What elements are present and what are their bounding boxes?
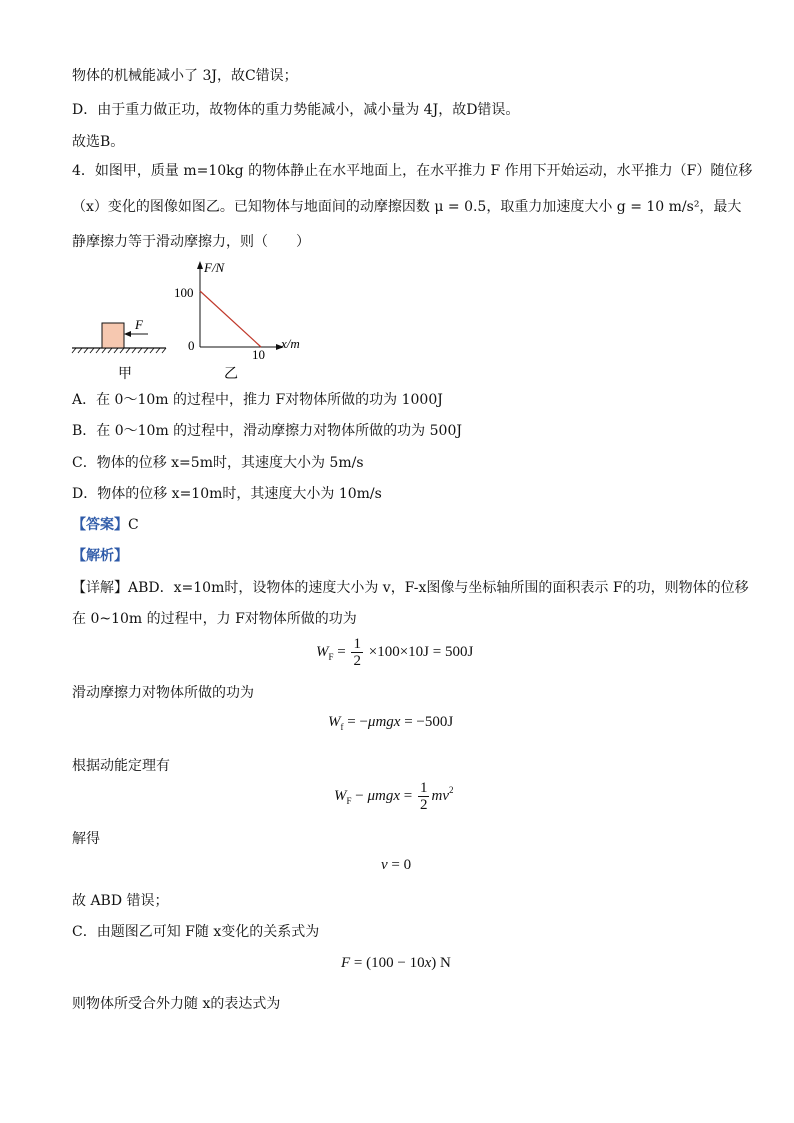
origin-label: 0 — [188, 338, 195, 353]
x-axis-label: x/m — [281, 336, 300, 351]
caption-jia: 甲 — [118, 366, 132, 382]
c-text: C．由题图乙可知 F随 x变化的关系式为 — [72, 924, 320, 940]
question-figure — [66, 258, 326, 386]
question-4-line-3: 静摩擦力等于滑动摩擦力，则（ ） — [72, 234, 310, 250]
question-4-line-2: （x）变化的图像如图乙。已知物体与地面间的动摩擦因数 μ = 0.5，取重力加速度大小 g = 10 m/s²，最大 — [72, 199, 742, 215]
y-tick-100: 100 — [174, 285, 194, 300]
block — [102, 323, 124, 348]
equation-work-f: $W_F$ = $\frac{1}{2}$ ×100×10J = 500J — [316, 636, 474, 669]
last-text: 则物体所受合外力随 x的表达式为 — [72, 996, 281, 1012]
equation-kinetic-energy: $W_F - \mu mgx$ = $\frac{1}{2}$ $mv^2$ — [334, 780, 454, 813]
option-b: B．在 0～10m 的过程中，滑动摩擦力对物体所做的功为 500J — [72, 423, 462, 439]
detail-tag: 【详解】 — [72, 580, 128, 596]
answer-tag: 【答案】 — [72, 517, 128, 533]
option-a: A．在 0～10m 的过程中，推力 F对物体所做的功为 1000J — [72, 392, 443, 408]
force-label: F — [135, 317, 143, 332]
option-c: C．物体的位移 x=5m时，其速度大小为 5m/s — [72, 455, 364, 471]
analysis-tag: 【解析】 — [72, 548, 128, 564]
detail-text-1: ABD．x=10m时，设物体的速度大小为 v，F-x图像与坐标轴所围的面积表示 F的功，则物体的位移 — [128, 580, 749, 596]
x-tick-10: 10 — [252, 347, 265, 362]
question-4-line-1: 4．如图甲，质量 m=10kg 的物体静止在水平地面上，在水平推力 F 作用下开始运动，水平推力（F）随位移 — [72, 163, 753, 179]
option-d: D．物体的位移 x=10m时，其速度大小为 10m/s — [72, 486, 382, 502]
text-line-3: 故选B。 — [72, 134, 125, 150]
caption-yi: 乙 — [224, 366, 238, 382]
theorem-text: 根据动能定理有 — [72, 758, 170, 774]
text-line-2: D．由于重力做正功，故物体的重力势能减小，减小量为 4J，故D错误。 — [72, 102, 520, 118]
analysis-line — [72, 546, 128, 566]
solve-text: 解得 — [72, 831, 100, 847]
y-axis-arrow-icon — [197, 261, 203, 269]
detail-line-2: 在 0~10m 的过程中，力 F对物体所做的功为 — [72, 611, 357, 627]
friction-work-text: 滑动摩擦力对物体所做的功为 — [72, 685, 254, 701]
y-axis-label: F/N — [204, 260, 225, 275]
equation-work-friction: $W_f = -\mu mgx = -500J$ — [328, 714, 454, 732]
figure-yi — [174, 260, 300, 382]
force-line — [200, 291, 261, 347]
figure-jia — [72, 317, 166, 382]
equation-velocity: v = 0 — [381, 857, 412, 873]
text-line-1: 物体的机械能减小了 3J，故C错误； — [72, 68, 298, 84]
arrow-head-icon — [124, 331, 131, 337]
answer-line — [72, 515, 139, 535]
abd-wrong-text: 故 ABD 错误； — [72, 893, 169, 909]
answer-value: C — [128, 517, 139, 533]
detail-line-1 — [72, 578, 749, 598]
equation-force: F = (100 − 10x) N — [341, 955, 451, 971]
